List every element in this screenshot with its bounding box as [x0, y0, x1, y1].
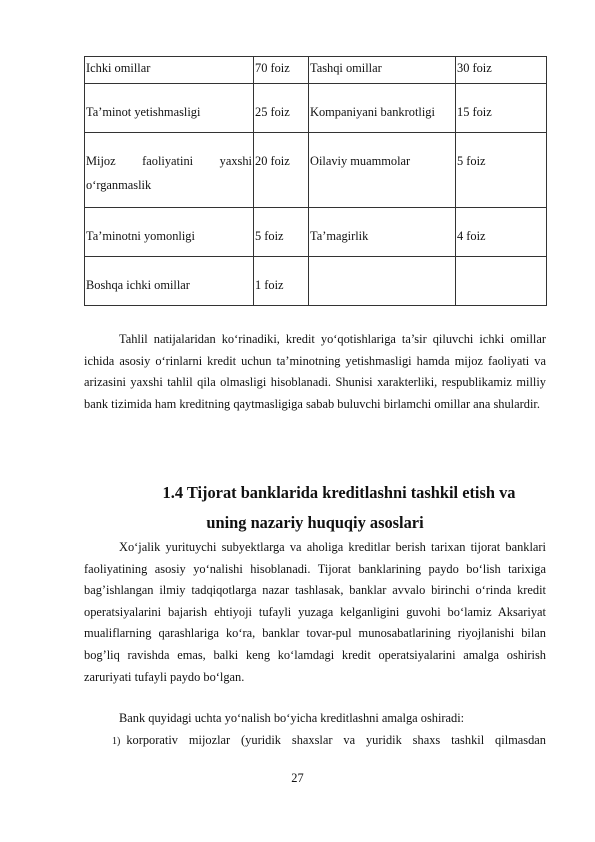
paragraph: Tahlil natijalaridan ko‘rinadiki, kredit yo‘qotishlariga ta’sir qiluvchi ichki omillar ichida asosiy o‘rinlarni kredit uchun ta’minotning yetishmasligi hamda mijoz faoliyati va arizasini yaxshi tahlil qila olmasligi hisoblanadi. Shunisi xarakterliki, respublikamiz milliy bank tizimida ham kreditning qaytmasligiga sabab buluvchi birlamchi omillar ana shulardir.	[84, 332, 546, 411]
table-cell: Oilaviy muammolar	[309, 133, 456, 208]
list-text: korporativ mijozlar (yuridik shaxslar va yuridik shaxs tashkil qilmasdan	[126, 733, 546, 747]
table-cell: 4 foiz	[456, 208, 547, 257]
table-cell: Ta’magirlik	[309, 208, 456, 257]
paragraph: Bank quyidagi uchta yo‘nalish bo‘yicha kreditlashni amalga oshiradi:	[119, 711, 465, 725]
table-cell: 1 foiz	[254, 257, 309, 306]
table-cell: 20 foiz	[254, 133, 309, 208]
table-cell: 30 foiz	[456, 57, 547, 84]
table-cell: Ta’minotni yomonligi	[85, 208, 254, 257]
table-row	[85, 257, 547, 306]
cell-line: Mijoz faoliyatini yaxshi	[86, 154, 252, 168]
table-cell: 5 foiz	[254, 208, 309, 257]
list-number: 1)	[112, 736, 121, 747]
table-cell: Ta’minot yetishmasligi	[85, 84, 254, 133]
table-cell: Kompaniyani bankrotligi	[309, 84, 456, 133]
section-heading	[84, 478, 546, 538]
table-cell: Tashqi omillar	[309, 57, 456, 84]
table-cell	[309, 257, 456, 306]
table-row	[85, 208, 547, 257]
table-cell: Ichki omillar	[85, 57, 254, 84]
table-row	[85, 133, 547, 208]
table-cell: 5 foiz	[456, 133, 547, 208]
table-cell: 25 foiz	[254, 84, 309, 133]
table-cell: 70 foiz	[254, 57, 309, 84]
table-cell	[456, 257, 547, 306]
list-item	[84, 730, 546, 753]
heading-line: uning nazariy huquqiy asoslari	[206, 513, 424, 532]
cell-line: o‘rganmaslik	[86, 178, 152, 192]
table-row	[85, 84, 547, 133]
factors-table	[84, 56, 547, 306]
table-cell	[85, 133, 254, 208]
paragraph: Xo‘jalik yurituychi subyektlarga va aholiga kreditlar berish tarixan tijorat banklari faoliyatining asosiy yo‘nalishi hisoblanadi. Tijorat banklarining paydo bo‘lish tarixiga bag’ishlangan ilmiy tadqiqotlarga nazar tashlasak, banklar avvalo birinchi o‘rinda kredit operatsiyalarini bajarish ehtiyoji tufayli yuzaga kelganligini guvohi bo‘lamiz Aksariyat mualiflarning qarashlariga ko‘ra, banklar tovar-pul munosabatlarining riyojlanishi bilan bog’liq ravishda emas, balki keng ko‘lamdagi kredit operatsiyalarini amalga oshirish zaruriyati tufayli paydo bo‘lgan.	[84, 540, 546, 684]
table-cell: Boshqa ichki omillar	[85, 257, 254, 306]
page-number: 27	[291, 771, 304, 785]
table-row	[85, 57, 547, 84]
heading-line: 1.4 Tijorat banklarida kreditlashni tashkil etish va	[162, 483, 516, 502]
table-cell: 15 foiz	[456, 84, 547, 133]
